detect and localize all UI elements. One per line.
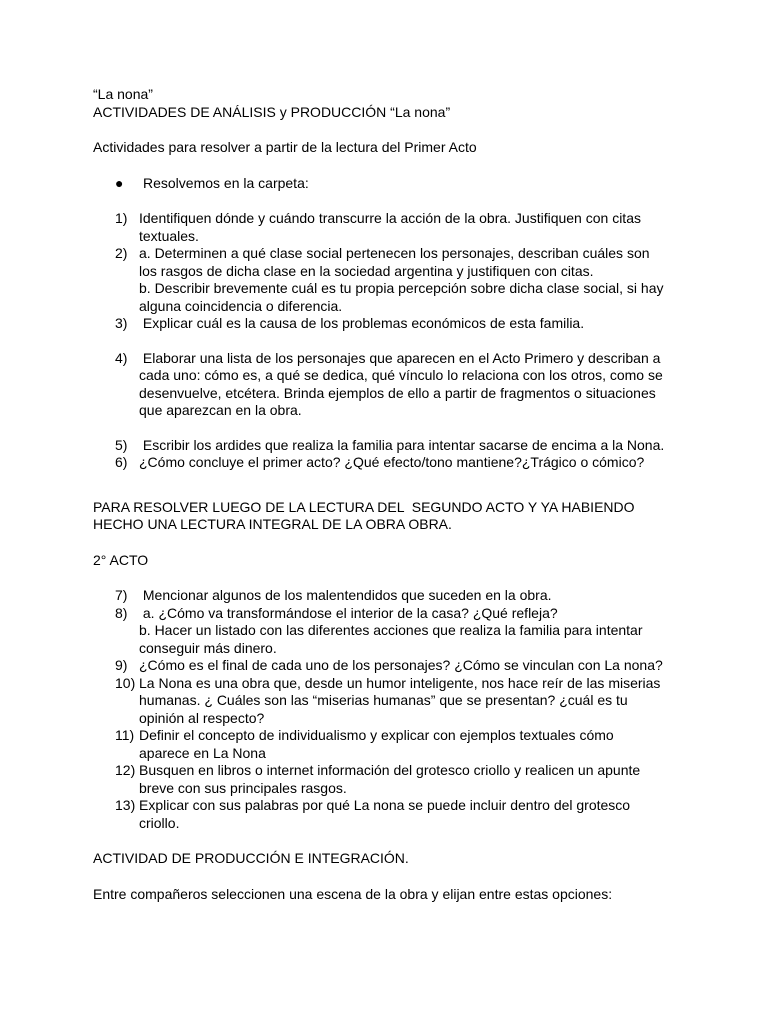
item-line: Mencionar algunos de los malentendidos que suceden en la obra. [139,587,552,603]
item-line: ¿Cómo es el final de cada uno de los personajes? ¿Cómo se vinculan con La nona? [139,657,663,673]
item-line: b. Hacer un listado con las diferentes acciones que realiza la familia para intentar [139,622,643,638]
item-number: 13) [115,797,136,813]
item-line: La Nona es una obra que, desde un humor inteligente, nos hace reír de las miserias [139,674,661,691]
spacer [93,333,683,350]
item-line: Elaborar una lista de los personajes que aparecen en el Acto Primero y describan a [139,349,661,366]
item-number: 12) [115,762,136,778]
bullet-text: Resolvemos en la carpeta: [143,174,309,191]
activity-item-11 [93,727,683,762]
item-line: los rasgos de dicha clase en la sociedad argentina y justifiquen con citas. [139,262,594,279]
item-line: Escribir los ardides que realiza la familia para intentar sacarse de encima a la Nona. [139,436,665,453]
item-line: breve con sus principales rasgos. [139,779,347,796]
item-line: a. Determinen a qué clase social pertenecen los personajes, describan cuáles son [139,245,650,261]
item-line: Explicar cuál es la causa de los problemas económicos de esta familia. [139,315,585,331]
activity-item-4 [93,350,683,420]
document-page [93,86,683,903]
item-line: b. Describir brevemente cuál es tu propia percepción sobre dicha clase social, si hay [139,280,664,296]
spacer [93,472,683,499]
activity-item-2 [93,245,683,315]
item-line: alguna coincidencia o diferencia. [139,297,343,314]
spacer [93,832,683,850]
act1-activity-list [93,210,683,472]
activity-item-3 [93,315,683,333]
activity-item-12 [93,762,683,797]
activity-item-9 [93,657,683,675]
item-line: conseguir más dinero. [139,639,277,656]
section2-heading: PARA RESOLVER LUEGO DE LA LECTURA DEL SEGUNDO ACTO Y YA HABIENDO [93,498,635,515]
activity-item-8 [93,605,683,658]
item-number: 11) [115,727,135,743]
item-line: desenvuelve, etcétera. Brinda ejemplos de ello a partir de fragmentos o situaciones [139,384,656,401]
item-line: textuales. [139,227,199,244]
document-title: “La nona” [93,86,153,102]
act2-label: 2° ACTO [93,551,149,568]
item-number: 7) [115,587,128,603]
bullet-icon: ● [115,174,124,191]
activity-item-10 [93,675,683,728]
section2-heading-cont: HECHO UNA LECTURA INTEGRAL DE LA OBRA OBRA. [93,516,452,532]
item-line: humanas. ¿ Cuáles son las “miserias humanas” que se presentan? ¿cuál es tu [139,692,628,708]
item-number: 5) [115,436,128,453]
spacer [93,420,683,437]
spacer [93,121,683,139]
act2-activity-list [93,587,683,832]
item-line: que aparezcan en la obra. [139,402,302,418]
section3-heading: ACTIVIDAD DE PRODUCCIÓN E INTEGRACIÓN. [93,850,409,866]
spacer [93,534,683,552]
document-subtitle: ACTIVIDADES DE ANÁLISIS y PRODUCCIÓN “La nona” [93,103,451,120]
item-line: opinión al respecto? [139,709,265,726]
item-number: 9) [115,657,128,673]
activity-item-1 [93,210,683,245]
item-line: cada uno: cómo es, a qué se dedica, qué vínculo lo relaciona con los otros, como se [139,367,663,383]
item-line: criollo. [139,814,180,831]
activity-item-13 [93,797,683,832]
item-line: Identifiquen dónde y cuándo transcurre la acción de la obra. Justifiquen con citas [139,210,641,226]
item-number: 1) [115,210,128,226]
spacer [93,569,683,587]
spacer [93,192,683,210]
activity-item-7 [93,587,683,605]
item-number: 2) [115,245,128,261]
activity-item-6 [93,454,683,472]
spacer [93,868,683,886]
item-number: 10) [115,674,136,691]
item-line: Explicar con sus palabras por qué La nona se puede incluir dentro del grotesco [139,797,631,813]
intro-text: Actividades para resolver a partir de la lectura del Primer Acto [93,139,477,155]
spacer [93,157,683,175]
item-line: Busquen en libros o internet información del grotesco criollo y realicen un apunte [139,762,641,778]
item-line: ¿Cómo concluye el primer acto? ¿Qué efecto/tono mantiene?¿Trágico o cómico? [139,454,645,470]
activity-item-5 [93,437,683,455]
section3-intro: Entre compañeros seleccionen una escena de la obra y elijan entre estas opciones: [93,885,613,902]
item-line: a. ¿Cómo va transformándose el interior de la casa? ¿Qué refleja? [139,604,558,621]
item-number: 8) [115,604,128,621]
item-number: 4) [115,349,128,366]
item-number: 3) [115,315,128,331]
item-line: Definir el concepto de individualismo y explicar con ejemplos textuales cómo [139,727,614,743]
item-line: aparece en La Nona [139,744,266,761]
item-number: 6) [115,454,128,470]
bullet-item [93,175,683,193]
